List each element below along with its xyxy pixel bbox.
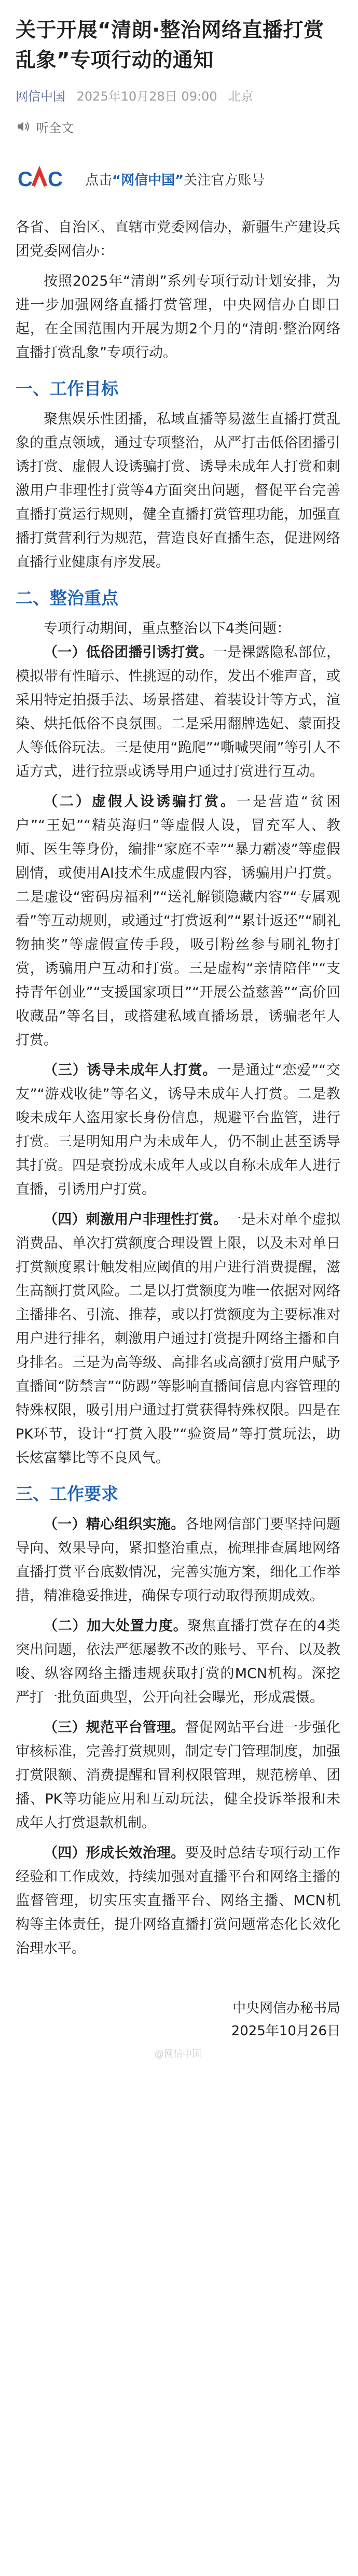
focus-item-3 [16,1059,340,1202]
article-title: 关于开展“清朗·整治网络直播打赏乱象”专项行动的通知 [16,19,324,72]
requirement-4-title: （四）形成长效治理。 [44,1845,185,1861]
requirement-3 [16,1716,340,1835]
requirement-2-title: （二）加大处置力度。 [44,1618,188,1634]
article-body [16,216,340,1961]
goals-paragraph: 聚焦娱乐性团播，私域直播等易滋生直播打赏乱象的重点领域，通过专项整治，从严打击低俗团播引诱打赏、虚假人设诱骗打赏、诱导未成年人打赏和刺激用户非理性打赏等4方面突出问题，督促平台完善直播打赏运行规则，健全直播打赏管理功能，加强直播打赏营利行为规范，营造良好直播生态，促进网络直播行业健康有序发展。 [16,411,340,570]
cac-logo-icon [16,165,73,192]
focus-item-4-title: （四）刺激用户非理性打赏。 [44,1212,228,1228]
source-link[interactable]: 网信中国 [16,89,65,104]
follow-banner[interactable] [16,163,340,195]
speaker-icon [16,119,31,134]
signature-block [16,1997,340,2060]
requirement-4 [16,1841,340,1961]
listen-label: 听全文 [36,120,74,135]
requirement-3-title: （三）规范平台管理。 [44,1720,185,1736]
focus-item-1-title: （一）低俗团播引诱打赏。 [44,644,213,660]
focus-item-1-text: 一是裸露隐私部位，模拟带有性暗示、性挑逗的动作，发出不雅声音，或采用特定拍摄手法、场景搭建、着装设计等方式，渲染、烘托低俗不良氛围。二是采用翻牌选妃、蒙面投人等低俗玩法。三是使用“跪爬”“嘶喊哭闹”等引人不适方式，进行拉票或诱导用户通过打赏进行互动。 [16,644,340,780]
svg-text:C: C [48,168,63,191]
section-heading-focus: 二、整治重点 [16,588,118,608]
watermark: @网信中国 [155,2049,201,2060]
focus-item-4 [16,1208,340,1470]
focus-item-3-title: （三）诱导未成年人打赏。 [44,1062,217,1078]
requirement-2 [16,1614,340,1710]
publish-location: 北京 [228,89,254,104]
focus-item-1 [16,641,340,784]
focus-intro: 专项行动期间，重点整治以下4类问题： [44,621,291,637]
listen-button[interactable] [16,116,340,137]
requirement-1-text: 各地网信部门要坚持问题导向、效果导向，紧扣整治重点，梳理排查属地网络直播打赏平台底数情况，完善实施方案，细化工作举措，精准稳妥推进，确保专项行动取得预期成效。 [16,1516,340,1604]
svg-text:C: C [18,168,33,191]
focus-item-4-text: 一是未对单个虚拟消费品、单次打赏额度合理设置上限，以及未对单日打赏额度累计触发相应阈值的用户进行消费提醒，滋生高额打赏风险。二是以打赏额度为唯一依据对网络主播排名、引流、推荐，或以打赏额度为主要标准对用户进行排名，刺激用户通过打赏提升网络主播和自身排名。三是为高等级、高排名或高额打赏用户赋予直播间“防禁言”“防踢”等影响直播间信息内容管理的特殊权限，吸引用户通过打赏获得特殊权限。四是在PK环节，设计“打赏入股”“验资局”等打赏玩法，助长炫富攀比等不良风气。 [16,1212,340,1466]
requirement-2-text: 聚焦直播打赏存在的4类突出问题，依法严惩屡教不改的账号、平台、以及教唆、纵容网络主播违规获取打赏的MCN机构。深挖严打一批负面典型，公开向社会曝光，形成震慑。 [16,1618,340,1706]
focus-item-2-title: （二）虚假人设诱骗打赏。 [44,794,237,810]
greeting: 各省、自治区、直辖市党委网信办，新疆生产建设兵团党委网信办： [16,219,340,259]
requirement-4-text: 要及时总结专项行动工作经验和工作成效，持续加强对直播平台和网络主播的监督管理，切实压实直播平台、网络主播、MCN机构等主体责任，提升网络直播打赏问题常态化长效化治理水平。 [16,1845,340,1956]
requirement-1 [16,1513,340,1608]
focus-item-2-text: 一是营造“贫困户”“王妃”“精英海归”等虚假人设，冒充军人、教师、医生等身份，编排“家庭不幸”“暴力霸凌”等虚假剧情，或使用AI技术生成虚假内容，诱骗用户打赏。二是虚设“密码房福利”“送礼解锁隐藏内容”“专属观看”等互动规则，或通过“打赏返利”“累计返还”“刷礼物抽奖”等虚假宣传手段，吸引粉丝参与刷礼物打赏，诱骗用户互动和打赏。三是虚构“亲情陪伴”“支持青年创业”“支援国家项目”“开展公益慈善”“高价回收藏品”等名目，或搭建私域直播场景，诱骗老年人打赏。 [16,794,340,1048]
focus-item-2 [16,790,340,1052]
follow-account[interactable]: “网信中国” [112,172,184,188]
intro-paragraph: 按照2025年“清朗”系列专项行动计划安排，为进一步加强网络直播打赏管理，中央网信办自即日起，在全国范围内开展为期2个月的“清朗·整治网络直播打赏乱象”专项行动。 [16,273,340,361]
article-meta [16,87,340,106]
publish-date: 2025年10月28日 09:00 [76,89,217,104]
section-heading-requirements: 三、工作要求 [16,1484,118,1504]
signature-date: 2025年10月26日 [231,2023,340,2039]
follow-prefix: 点击 [85,172,113,188]
follow-text [85,170,265,189]
focus-item-3-text: 一是通过“恋爱”“交友”“游戏收徒”等名义，诱导未成年人打赏。二是教唆未成年人盗用家长身份信息，规避平台监管，进行打赏。三是明知用户为未成年人，仍不制止甚至诱导其打赏。四是衰扮成未成年人或以自称未成年人进行直播，引诱用户打赏。 [16,1062,340,1198]
signature-org: 中央网信办秘书局 [232,2001,340,2016]
requirement-1-title: （一）精心组织实施。 [44,1516,185,1532]
requirement-3-text: 督促网站平台进一步强化审核标准，完善打赏规则，制定专门管理制度，加强打赏限额、消费提醒和冒利权限管理，规范榜单、团播、PK等功能应用和互动玩法，健全投诉举报和未成年人打赏退款机制。 [16,1720,340,1831]
follow-suffix: 关注官方账号 [184,172,265,188]
section-heading-goals: 一、工作目标 [16,378,118,399]
